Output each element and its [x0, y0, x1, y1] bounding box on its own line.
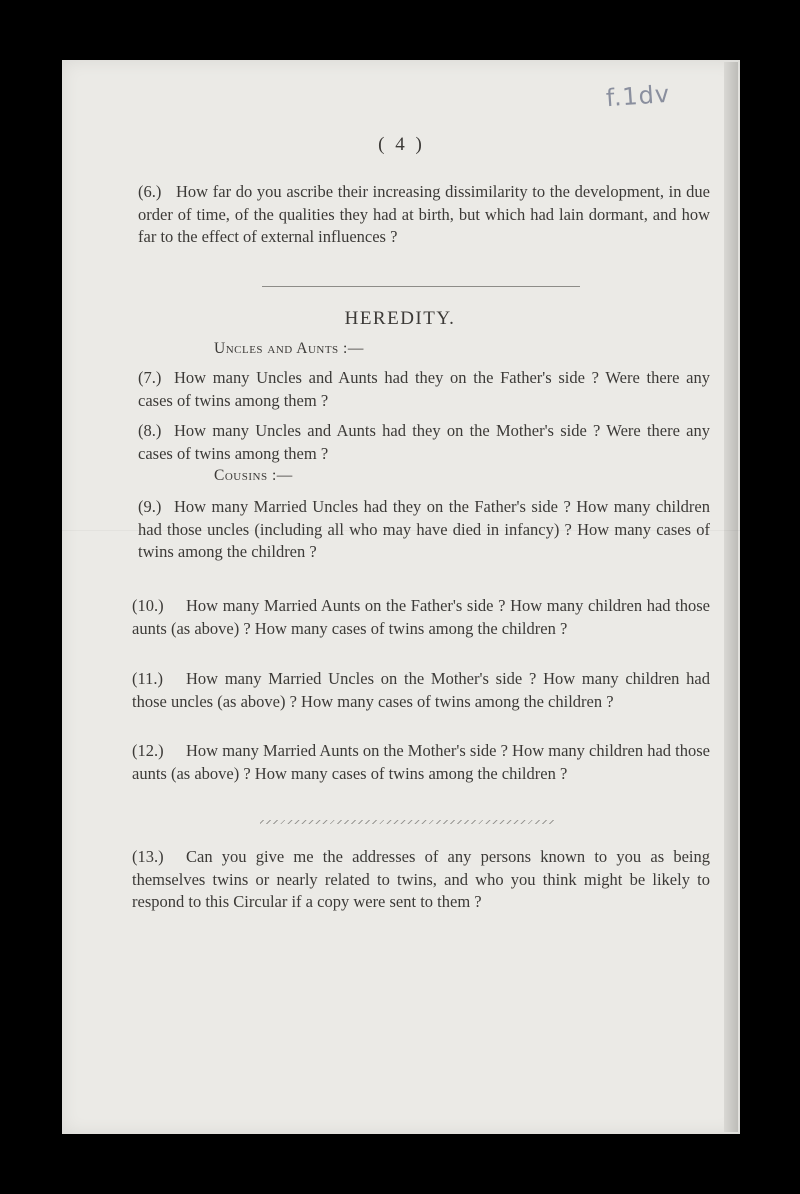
question-text: How far do you ascribe their increasing dissimilarity to the development, in due order of time, of the qualities they had at birth, but which had lain dormant, and how far to the effect of external influences ?	[138, 182, 710, 246]
section-title: HEREDITY.	[344, 308, 456, 329]
question-number: (12.)	[132, 741, 164, 760]
question-number: (7.)	[138, 368, 162, 387]
question-9	[138, 496, 710, 564]
question-text: How many Married Aunts on the Father's side ? How many children had those aunts (as above) ? How many cases of twins among the children ?	[132, 596, 710, 638]
question-text: Can you give me the addresses of any persons known to you as being themselves twins or nearly related to twins, and who you think might be likely to respond to this Circular if a copy were sent to them ?	[132, 847, 710, 911]
page-edge-shadow	[724, 62, 738, 1132]
question-text: How many Married Uncles had they on the Father's side ? How many children had those uncles (including all who may have died in infancy) ? How many cases of twins among the children ?	[138, 497, 710, 561]
question-13	[132, 846, 710, 914]
question-8	[138, 420, 710, 465]
question-10	[132, 595, 710, 640]
question-number: (8.)	[138, 421, 162, 440]
question-text: How many Uncles and Aunts had they on the Mother's side ? Were there any cases of twins among them ?	[138, 421, 710, 463]
question-12	[132, 740, 710, 785]
question-text: How many Married Uncles on the Mother's side ? How many children had those uncles (as above) ? How many cases of twins among the children ?	[132, 669, 710, 711]
question-number: (13.)	[132, 847, 164, 866]
question-text: How many Uncles and Aunts had they on the Father's side ? Were there any cases of twins among them ?	[138, 368, 710, 410]
question-number: (11.)	[132, 669, 164, 688]
question-number: (10.)	[132, 596, 164, 615]
handwritten-folio-note: f.1dv	[605, 79, 671, 113]
question-6	[138, 181, 710, 249]
question-number: (9.)	[138, 497, 162, 516]
question-11	[132, 668, 710, 713]
wavy-divider	[260, 820, 556, 824]
question-number: (6.)	[138, 182, 162, 201]
page-number: ( 4 )	[378, 134, 422, 155]
uncles-aunts-label: Uncles and Aunts :—	[214, 340, 364, 357]
section-divider	[262, 286, 580, 287]
question-7	[138, 367, 710, 412]
cousins-label: Cousins :—	[214, 467, 293, 484]
question-text: How many Married Aunts on the Mother's side ? How many children had those aunts (as above) ? How many cases of twins among the children ?	[132, 741, 710, 783]
